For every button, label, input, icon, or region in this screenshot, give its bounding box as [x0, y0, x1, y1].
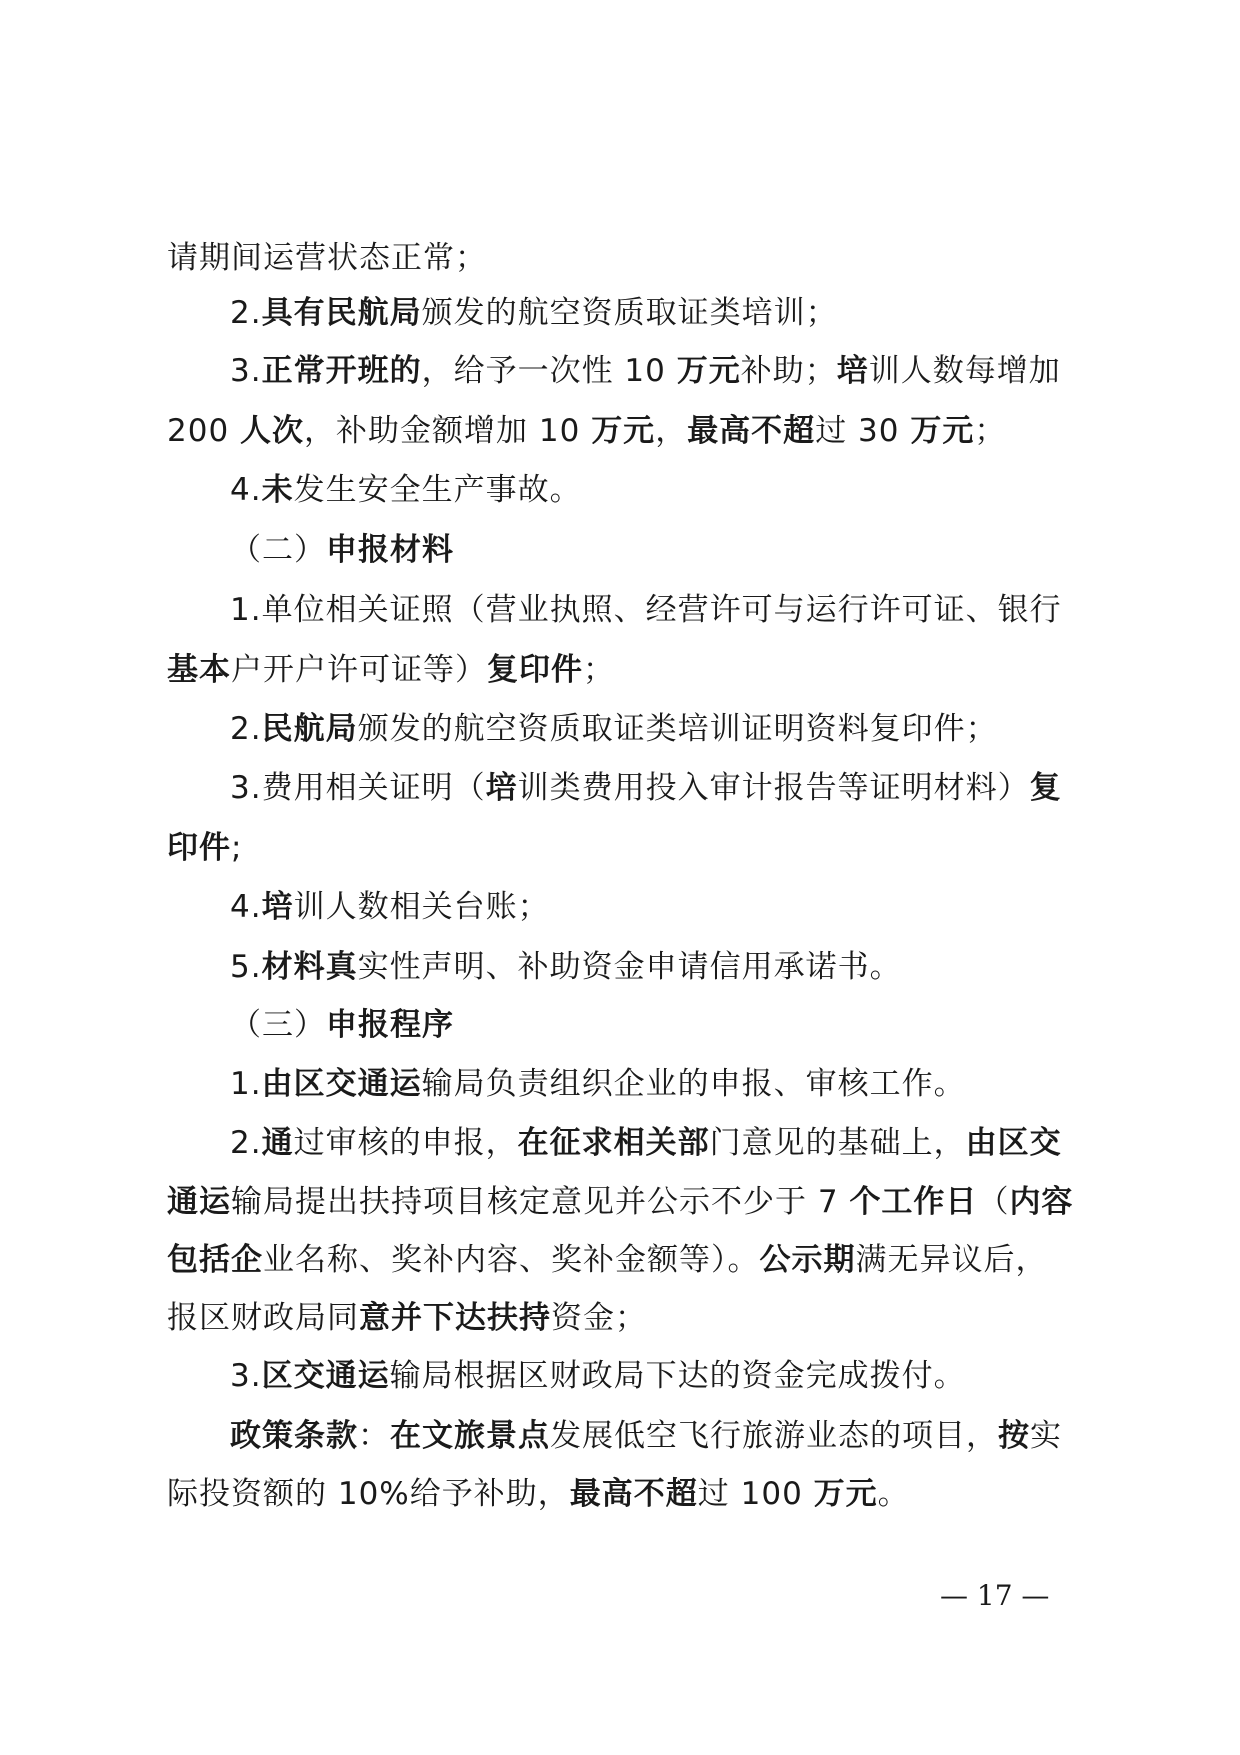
text-segment: 3.费用相关证明（ [230, 770, 486, 806]
text-line [167, 1474, 910, 1514]
bold-text-segment: 万元 [813, 1476, 878, 1512]
bold-text-segment: 内容 [1009, 1184, 1074, 1220]
text-segment: 过 30 [815, 413, 911, 449]
text-line [230, 590, 1062, 630]
text-line [230, 1064, 966, 1104]
bold-text-segment: 人次 [240, 413, 305, 449]
text-segment: 5. [230, 949, 262, 985]
bold-text-segment: 按 [998, 1418, 1030, 1454]
text-segment: 颁发的航空资质取证类培训证明资料复印件； [357, 711, 998, 747]
text-line [230, 1005, 454, 1045]
bold-text-segment: 民航局 [261, 711, 358, 747]
text-line [230, 530, 454, 570]
text-segment: 过审核的申报， [293, 1125, 518, 1161]
bold-text-segment: 基本 [167, 652, 231, 688]
text-line [167, 650, 615, 690]
text-segment: 实性声明、补助资金申请信用承诺书。 [357, 949, 902, 985]
text-segment: 2. [230, 1125, 262, 1161]
text-segment: 满无异议后， [855, 1242, 1048, 1278]
text-segment: 实 [1030, 1418, 1062, 1454]
text-segment: ，给予一次性 10 [421, 353, 677, 389]
text-segment: 1. [230, 1066, 262, 1102]
text-segment: 3. [230, 1358, 262, 1394]
text-segment: 输局提出扶持项目核定意见并公示不少于 7 [231, 1184, 850, 1220]
text-line [167, 1298, 647, 1338]
bold-text-segment: 包括企 [167, 1242, 263, 1278]
bold-text-segment: 政策条款 [230, 1418, 358, 1454]
text-segment: 输局负责组织企业的申报、审核工作。 [421, 1066, 966, 1102]
text-segment: 4. [230, 889, 262, 925]
text-segment: 输局根据区财政局下达的资金完成拨付。 [389, 1358, 966, 1394]
page-number: — 17 — [940, 1579, 1050, 1612]
text-segment: ： [358, 1418, 390, 1454]
text-line [230, 470, 582, 510]
text-segment: 请期间运营状态正常； [167, 240, 487, 276]
text-line [167, 411, 1006, 451]
text-line [230, 1356, 966, 1396]
text-line [230, 351, 1061, 391]
text-segment: （二） [230, 532, 326, 568]
text-line [167, 1240, 1048, 1280]
bold-text-segment: 在征求相关部 [517, 1125, 710, 1161]
text-segment: 业名称、奖补内容、奖补金额等）。 [263, 1242, 760, 1278]
bold-text-segment: 培 [836, 353, 869, 389]
bold-text-segment: 万元 [910, 413, 975, 449]
text-segment: ； [583, 652, 615, 688]
bold-text-segment: 公示期 [759, 1242, 856, 1278]
text-segment: 训人数每增加 [868, 353, 1061, 389]
bold-text-segment: 正常开班的 [261, 353, 422, 389]
text-segment: 际投资额的 10%给予补助， [167, 1476, 570, 1512]
text-line [167, 828, 242, 868]
bold-text-segment: 复印件 [487, 652, 583, 688]
text-line [230, 947, 902, 987]
text-line [230, 293, 838, 333]
text-segment: 过 100 [697, 1476, 814, 1512]
text-segment: ，补助金额增加 10 [304, 413, 592, 449]
text-segment: 200 [167, 413, 241, 449]
text-segment: 1.单位相关证照（营业执照、经营许可与运行许可证、银行 [230, 592, 1062, 628]
text-segment: 训人数相关台账； [293, 889, 550, 925]
text-segment: 4. [230, 472, 262, 508]
bold-text-segment: 区交通运 [261, 1358, 390, 1394]
bold-text-segment: 培 [261, 889, 294, 925]
text-segment: （ [977, 1184, 1010, 1220]
text-segment: 发生安全生产事故。 [293, 472, 582, 508]
bold-text-segment: 在文旅景点 [390, 1418, 550, 1454]
text-segment: 报区财政局同 [167, 1300, 359, 1336]
text-line [230, 768, 1062, 808]
bold-text-segment: 印件 [167, 830, 231, 866]
text-segment: 2. [230, 711, 262, 747]
text-line [167, 1182, 1073, 1222]
bold-text-segment: 由区交通运 [261, 1066, 422, 1102]
bold-text-segment: 由区交 [965, 1125, 1062, 1161]
text-line [230, 887, 550, 927]
text-segment: ； [974, 413, 1007, 449]
bold-text-segment: 万元 [676, 353, 741, 389]
text-segment: 3. [230, 353, 262, 389]
text-segment: 户开户许可证等） [231, 652, 487, 688]
text-segment: 训类费用投入审计报告等证明材料） [517, 770, 1030, 806]
text-segment: ， [655, 413, 688, 449]
text-line [230, 1416, 1062, 1456]
bold-text-segment: 通 [261, 1125, 294, 1161]
text-segment: 。 [877, 1476, 910, 1512]
bold-text-segment: 通运 [167, 1184, 231, 1220]
text-segment: 2. [230, 295, 262, 331]
bold-text-segment: 个工作日 [849, 1184, 978, 1220]
text-segment: 补助； [740, 353, 837, 389]
bold-text-segment: 意并下达扶持 [359, 1300, 551, 1336]
text-line [230, 1123, 1062, 1163]
text-segment: （三） [230, 1007, 326, 1043]
bold-text-segment: 材料真 [261, 949, 358, 985]
bold-text-segment: 申报材料 [326, 532, 454, 568]
bold-text-segment: 申报程序 [326, 1007, 454, 1043]
text-segment: 发展低空飞行旅游业态的项目， [550, 1418, 998, 1454]
bold-text-segment: 培 [485, 770, 518, 806]
text-segment: 资金； [551, 1300, 647, 1336]
text-line [167, 238, 487, 278]
text-segment: 门意见的基础上， [709, 1125, 966, 1161]
bold-text-segment: 万元 [591, 413, 656, 449]
text-segment: ; [231, 830, 243, 866]
text-line [230, 709, 998, 749]
text-segment: 颁发的航空资质取证类培训； [421, 295, 838, 331]
bold-text-segment: 最高不超 [569, 1476, 698, 1512]
bold-text-segment: 最高不超 [687, 413, 816, 449]
bold-text-segment: 复 [1029, 770, 1062, 806]
bold-text-segment: 未 [261, 472, 294, 508]
bold-text-segment: 具有民航局 [261, 295, 422, 331]
